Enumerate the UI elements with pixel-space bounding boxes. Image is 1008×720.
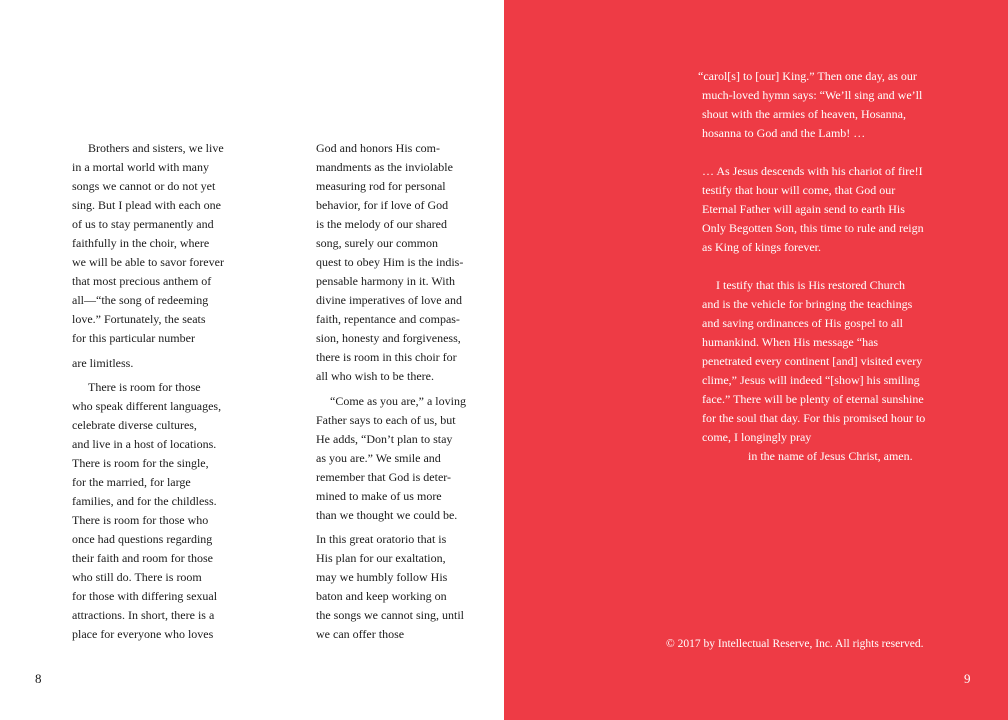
- text-line: than we thought we could be.: [316, 508, 458, 522]
- text-line: there is room in this choir for: [316, 350, 457, 364]
- text-line: as King of kings forever.: [702, 240, 821, 254]
- text-line: celebrate diverse cultures,: [72, 418, 197, 432]
- text-line: we will be able to savor forever: [72, 255, 224, 269]
- text-line: There is room for those: [88, 380, 201, 394]
- text-line: their faith and room for those: [72, 551, 213, 565]
- text-line: There is room for those who: [72, 513, 209, 527]
- page-number-left: 8: [35, 671, 42, 686]
- text-line: who speak different languages,: [72, 399, 222, 413]
- text-line: mandments as the inviolable: [316, 160, 453, 174]
- text-line: place for everyone who loves: [72, 627, 214, 641]
- text-line: penetrated every continent [and] visited every: [702, 354, 923, 368]
- text-line: remember that God is deter-: [316, 470, 452, 484]
- text-line: in a mortal world with many: [72, 160, 209, 174]
- text-line: God and honors His com-: [316, 141, 440, 155]
- text-line: love.” Fortunately, the seats: [72, 312, 206, 326]
- copyright-notice: © 2017 by Intellectual Reserve, Inc. All rights reserved.: [666, 638, 924, 650]
- text-line: sion, honesty and forgiveness,: [316, 331, 461, 345]
- text-line: families, and for the childless.: [72, 494, 217, 508]
- text-line: are limitless.: [72, 356, 134, 370]
- text-line: once had questions regarding: [72, 532, 213, 546]
- text-line: Eternal Father will again send to earth His: [702, 202, 905, 216]
- text-line: In this great oratorio that is: [316, 532, 447, 546]
- text-line: He adds, “Don’t plan to stay: [316, 432, 453, 446]
- right-page: [504, 0, 1008, 720]
- text-line: and is the vehicle for bringing the teachings: [702, 297, 913, 311]
- text-line: clime,” Jesus will indeed “[show] his smiling: [702, 373, 920, 387]
- text-line: of us to stay permanently and: [72, 217, 214, 231]
- text-line: “Come as you are,” a loving: [330, 394, 466, 408]
- text-line: for those with differing sexual: [72, 589, 218, 603]
- text-line: and live in a host of locations.: [72, 437, 217, 451]
- text-line: divine imperatives of love and: [316, 293, 462, 307]
- text-line: hosanna to God and the Lamb! …: [702, 126, 866, 140]
- text-line: measuring rod for personal: [316, 179, 446, 193]
- text-line: and saving ordinances of His gospel to all: [702, 316, 903, 330]
- text-line: all—“the song of redeeming: [72, 293, 209, 307]
- text-line: that most precious anthem of: [72, 274, 212, 288]
- text-line: much-loved hymn says: “We’ll sing and we’ll: [702, 88, 923, 102]
- text-line: song, surely our common: [316, 236, 438, 250]
- text-line: in the name of Jesus Christ, amen.: [748, 449, 913, 463]
- text-line: songs we cannot or do not yet: [72, 179, 216, 193]
- text-line: behavior, for if love of God: [316, 198, 449, 212]
- text-line: testify that hour will come, that God our: [702, 183, 896, 197]
- text-line: all who wish to be there.: [316, 369, 434, 383]
- text-line: His plan for our exaltation,: [316, 551, 446, 565]
- text-line: humankind. When His message “has: [702, 335, 879, 349]
- text-line: face.” There will be plenty of eternal sunshine: [702, 392, 924, 406]
- text-line: is the melody of our shared: [316, 217, 447, 231]
- text-line: come, I longingly pray: [702, 430, 812, 444]
- text-line: pensable harmony in it. With: [316, 274, 455, 288]
- text-line: for the married, for large: [72, 475, 191, 489]
- text-line: we can offer those: [316, 627, 405, 641]
- text-line: Only Begotten Son, this time to rule and reign: [702, 221, 924, 235]
- text-line: … As Jesus descends with his chariot of fire!I: [702, 164, 923, 178]
- text-line: shout with the armies of heaven, Hosanna,: [702, 107, 906, 121]
- text-line: may we humbly follow His: [316, 570, 448, 584]
- text-line: for the soul that day. For this promised hour to: [702, 411, 926, 425]
- text-line: quest to obey Him is the indis-: [316, 255, 464, 269]
- text-line: baton and keep working on: [316, 589, 447, 603]
- text-line: as you are.” We smile and: [316, 451, 441, 465]
- text-line: the songs we cannot sing, until: [316, 608, 464, 622]
- text-line: sing. But I plead with each one: [72, 198, 221, 212]
- text-line: Father says to each of us, but: [316, 413, 456, 427]
- text-line: for this particular number: [72, 331, 195, 345]
- text-line: who still do. There is room: [72, 570, 202, 584]
- text-line: mined to make of us more: [316, 489, 442, 503]
- text-line: faith, repentance and compas-: [316, 312, 460, 326]
- text-line: I testify that this is His restored Church: [716, 278, 905, 292]
- page-number-right: 9: [964, 671, 971, 686]
- text-line: “carol[s] to [our] King.” Then one day, as our: [698, 69, 917, 83]
- text-line: faithfully in the choir, where: [72, 236, 210, 250]
- text-line: attractions. In short, there is a: [72, 608, 215, 622]
- text-line: Brothers and sisters, we live: [88, 141, 224, 155]
- text-line: There is room for the single,: [72, 456, 209, 470]
